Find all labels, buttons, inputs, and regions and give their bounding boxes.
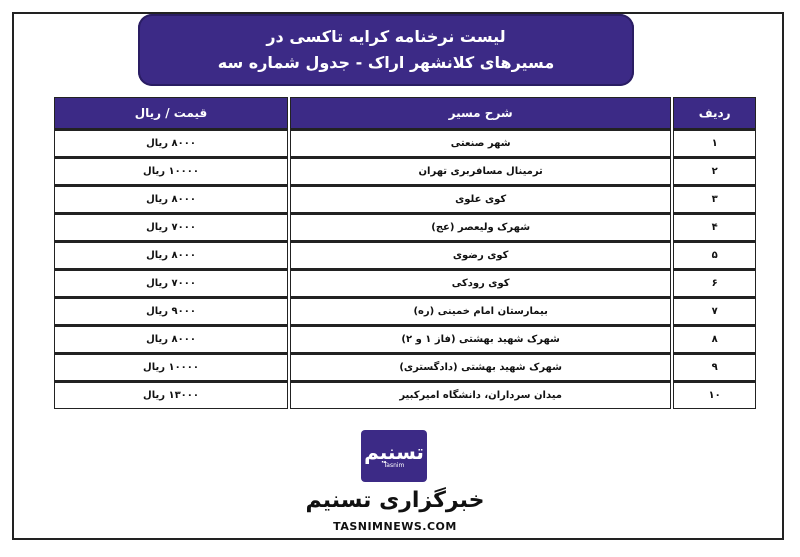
table-row — [54, 325, 756, 353]
table-row — [54, 353, 756, 381]
fare-table — [52, 97, 758, 409]
row-route: شهرک ولیعصر (عج) — [290, 213, 671, 241]
row-route: کوی رودکی — [290, 269, 671, 297]
row-price: ۱۰۰۰۰ ریال — [54, 157, 288, 185]
header-price: قیمت / ریال — [54, 97, 288, 129]
row-num: ۸ — [673, 325, 756, 353]
row-route: بیمارستان امام خمینی (ره) — [290, 297, 671, 325]
header-num: ردیف — [673, 97, 756, 129]
row-num: ۴ — [673, 213, 756, 241]
row-num: ۳ — [673, 185, 756, 213]
row-num: ۷ — [673, 297, 756, 325]
website-url: TASNIMNEWS.COM — [333, 520, 457, 533]
row-num: ۱۰ — [673, 381, 756, 409]
row-num: ۵ — [673, 241, 756, 269]
row-price: ۱۳۰۰۰ ریال — [54, 381, 288, 409]
row-route: شهر صنعتی — [290, 129, 671, 157]
brand-name: خبرگزاری تسنیم — [305, 488, 485, 513]
row-price: ۸۰۰۰ ریال — [54, 325, 288, 353]
table-row — [54, 381, 756, 409]
row-route: کوی رضوی — [290, 241, 671, 269]
row-price: ۷۰۰۰ ریال — [54, 269, 288, 297]
row-price: ۹۰۰۰ ریال — [54, 297, 288, 325]
row-num: ۶ — [673, 269, 756, 297]
header-route: شرح مسیر — [290, 97, 671, 129]
title-line-2: مسیرهای کلانشهر اراک - جدول شماره سه — [217, 53, 555, 72]
row-route: ترمینال مسافربری تهران — [290, 157, 671, 185]
logo-brand-en: Tasnim — [383, 462, 405, 469]
row-price: ۸۰۰۰ ریال — [54, 185, 288, 213]
table-row — [54, 129, 756, 157]
logo-glyph: تسنیم — [364, 440, 424, 464]
row-num: ۲ — [673, 157, 756, 185]
row-route: شهرک شهید بهشتی (دادگستری) — [290, 353, 671, 381]
table-row — [54, 297, 756, 325]
tasnim-logo — [361, 430, 427, 482]
row-price: ۸۰۰۰ ریال — [54, 241, 288, 269]
row-route: میدان سرداران، دانشگاه امیرکبیر — [290, 381, 671, 409]
table-row — [54, 213, 756, 241]
row-num: ۱ — [673, 129, 756, 157]
row-price: ۷۰۰۰ ریال — [54, 213, 288, 241]
table-row — [54, 269, 756, 297]
row-price: ۱۰۰۰۰ ریال — [54, 353, 288, 381]
row-num: ۹ — [673, 353, 756, 381]
table-row — [54, 185, 756, 213]
row-route: کوی علوی — [290, 185, 671, 213]
table-row — [54, 157, 756, 185]
table-row — [54, 241, 756, 269]
row-price: ۸۰۰۰ ریال — [54, 129, 288, 157]
title-banner — [138, 14, 634, 86]
title-line-1: لیست نرخنامه کرایه تاکسی در — [266, 27, 506, 46]
row-route: شهرک شهید بهشتی (فاز ۱ و ۲) — [290, 325, 671, 353]
